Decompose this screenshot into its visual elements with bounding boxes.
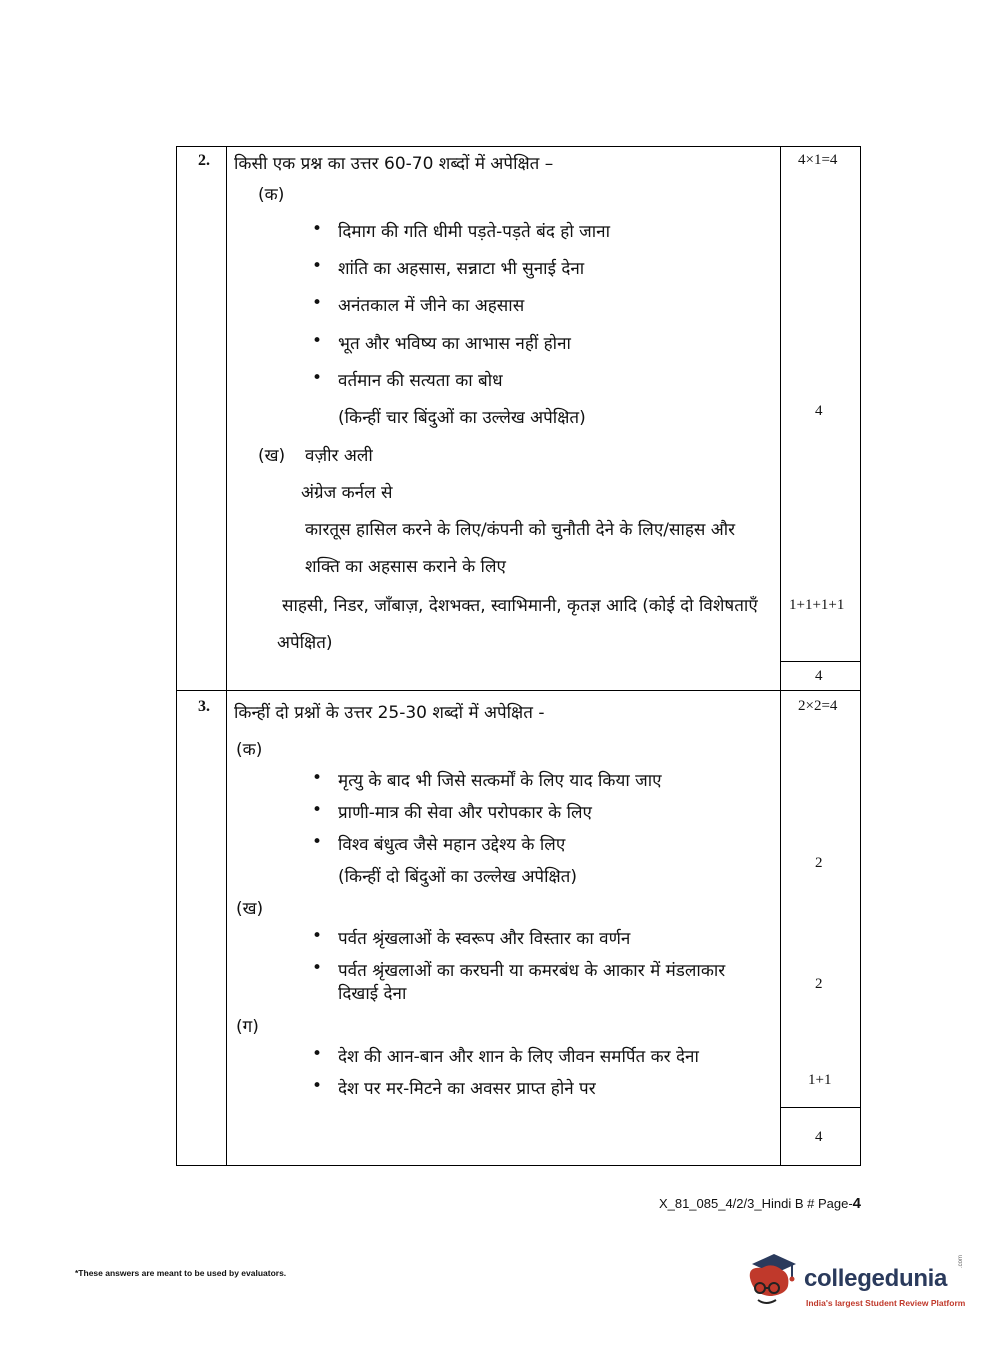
list-item: • पर्वत श्रृंखलाओं के स्वरूप और विस्तार का वर्णन bbox=[338, 926, 630, 949]
list-item: • वर्तमान की सत्यता का बोध bbox=[338, 368, 503, 391]
answer-line: अपेक्षित) bbox=[277, 633, 333, 653]
table-right-border bbox=[860, 146, 861, 1166]
question-number: 2. bbox=[198, 152, 210, 169]
table-top-border bbox=[176, 146, 861, 147]
answer-line: अंग्रेज कर्नल से bbox=[301, 483, 393, 503]
mascot-icon bbox=[742, 1248, 804, 1312]
part-label-ga: (ग) bbox=[236, 1017, 259, 1037]
answer-line: साहसी, निडर, जाँबाज़, देशभक्त, स्वाभिमानी, कृतज्ञ आदि (कोई दो विशेषताएँ bbox=[282, 596, 758, 616]
column-separator-number bbox=[226, 146, 227, 1166]
row-separator bbox=[176, 690, 861, 691]
collegedunia-logo bbox=[742, 1248, 972, 1318]
list-item: • देश पर मर-मिटने का अवसर प्राप्त होने पर bbox=[338, 1076, 596, 1099]
part-label-kha: (ख) bbox=[258, 446, 286, 466]
part-label-ka: (क) bbox=[236, 740, 263, 760]
list-item: • मृत्यु के बाद भी जिसे सत्कर्मों के लिए याद किया जाए bbox=[338, 768, 662, 791]
final-marks: 4 bbox=[815, 1129, 823, 1145]
answer-line: वज़ीर अली bbox=[305, 446, 373, 466]
question-heading: किसी एक प्रश्न का उत्तर 60-70 शब्दों में अपेक्षित – bbox=[234, 154, 554, 174]
page-code: X_81_085_4/2/3_Hindi B # Page- bbox=[658, 1196, 853, 1211]
question-total-marks: 2×2=4 bbox=[798, 698, 838, 714]
logo-wordmark: collegedunia bbox=[804, 1265, 948, 1292]
logo-domain: .com bbox=[958, 1254, 964, 1268]
list-item: • विश्व बंधुत्व जैसे महान उद्देश्य के लिए bbox=[338, 832, 565, 855]
marks-total-separator-q3 bbox=[780, 1107, 861, 1108]
evaluator-note: *These answers are meant to be used by evaluators. bbox=[75, 1268, 287, 1278]
list-item: • अनंतकाल में जीने का अहसास bbox=[338, 293, 524, 316]
answer-line: शक्ति का अहसास कराने के लिए bbox=[305, 557, 506, 577]
part-marks: 2 bbox=[815, 855, 823, 871]
list-item: • शांति का अहसास, सन्नाटा भी सुनाई देना bbox=[338, 256, 584, 279]
part-marks: 2 bbox=[815, 976, 823, 992]
logo-tagline: India's largest Student Review Platform bbox=[806, 1298, 966, 1308]
table-bottom-border bbox=[176, 1165, 861, 1166]
list-item: • भूत और भविष्य का आभास नहीं होना bbox=[338, 331, 571, 354]
part-label-ka: (क) bbox=[258, 185, 285, 205]
instruction-note: (किन्हीं चार बिंदुओं का उल्लेख अपेक्षित) bbox=[338, 408, 586, 428]
list-item-continuation: दिखाई देना bbox=[338, 984, 407, 1004]
part-marks: 1+1 bbox=[808, 1072, 832, 1088]
question-heading: किन्हीं दो प्रश्नों के उत्तर 25-30 शब्दों में अपेक्षित - bbox=[234, 703, 545, 723]
question-number: 3. bbox=[198, 698, 210, 715]
page-footer bbox=[659, 1195, 861, 1212]
column-separator-marks bbox=[780, 146, 781, 1166]
list-item: • प्राणी-मात्र की सेवा और परोपकार के लिए bbox=[338, 800, 592, 823]
instruction-note: (किन्हीं दो बिंदुओं का उल्लेख अपेक्षित) bbox=[338, 867, 577, 887]
part-label-kha: (ख) bbox=[236, 899, 264, 919]
page-number: 4 bbox=[852, 1195, 861, 1212]
list-item: • पर्वत श्रृंखलाओं का करघनी या कमरबंध के आकार में मंडलाकार bbox=[338, 958, 725, 981]
list-item: • देश की आन-बान और शान के लिए जीवन समर्पित कर देना bbox=[338, 1044, 699, 1067]
question-total-marks: 4×1=4 bbox=[798, 152, 838, 168]
table-left-border bbox=[176, 146, 177, 1166]
part-marks: 4 bbox=[815, 403, 823, 419]
part-marks: 1+1+1+1 bbox=[789, 597, 845, 613]
answer-line: कारतूस हासिल करने के लिए/कंपनी को चुनौती देने के लिए/साहस और bbox=[305, 520, 736, 540]
final-marks: 4 bbox=[815, 668, 823, 684]
marks-total-separator-q2 bbox=[780, 661, 861, 662]
list-item: • दिमाग की गति धीमी पड़ते-पड़ते बंद हो जाना bbox=[338, 219, 610, 242]
